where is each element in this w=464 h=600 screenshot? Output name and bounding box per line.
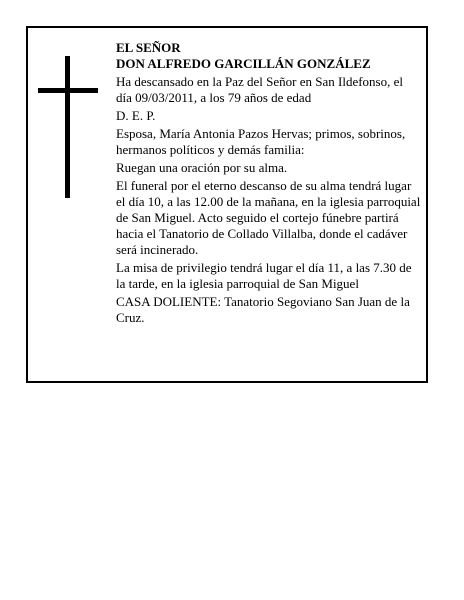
mourning-house: CASA DOLIENTE: Tanatorio Segoviano San Juan de la Cruz. — [116, 294, 410, 325]
death-announcement: Ha descansado en la Paz del Señor en San Ildefonso, el día 09/03/2011, a los 79 años de edad — [116, 74, 403, 105]
latin-cross-icon — [38, 56, 98, 198]
privilege-mass-details: La misa de privilegio tendrá lugar el día 11, a las 7.30 de la tarde, en la iglesia parroquial de San Miguel — [116, 260, 412, 291]
rip-line: D. E. P. — [116, 108, 156, 123]
cross-vertical-bar — [65, 56, 70, 198]
funeral-details: El funeral por el eterno descanso de su alma tendrá lugar el día 10, a las 12.00 de la mañana, en la iglesia parroquial de San Miguel. Acto seguido el cortejo fúnebre partirá hacia el Tanatorio de Collado Villalba, donde el cadáver será incinerado. — [116, 178, 421, 257]
obituary-notice — [26, 26, 428, 383]
notice-heading-title: EL SEÑOR — [116, 40, 181, 55]
deceased-name: DON ALFREDO GARCILLÁN GONZÁLEZ — [116, 56, 371, 71]
cross-horizontal-bar — [38, 88, 98, 93]
family-list: Esposa, María Antonia Pazos Hervas; primos, sobrinos, hermanos políticos y demás familia: — [116, 126, 406, 157]
notice-text — [116, 40, 422, 328]
prayer-request: Ruegan una oración por su alma. — [116, 160, 288, 175]
